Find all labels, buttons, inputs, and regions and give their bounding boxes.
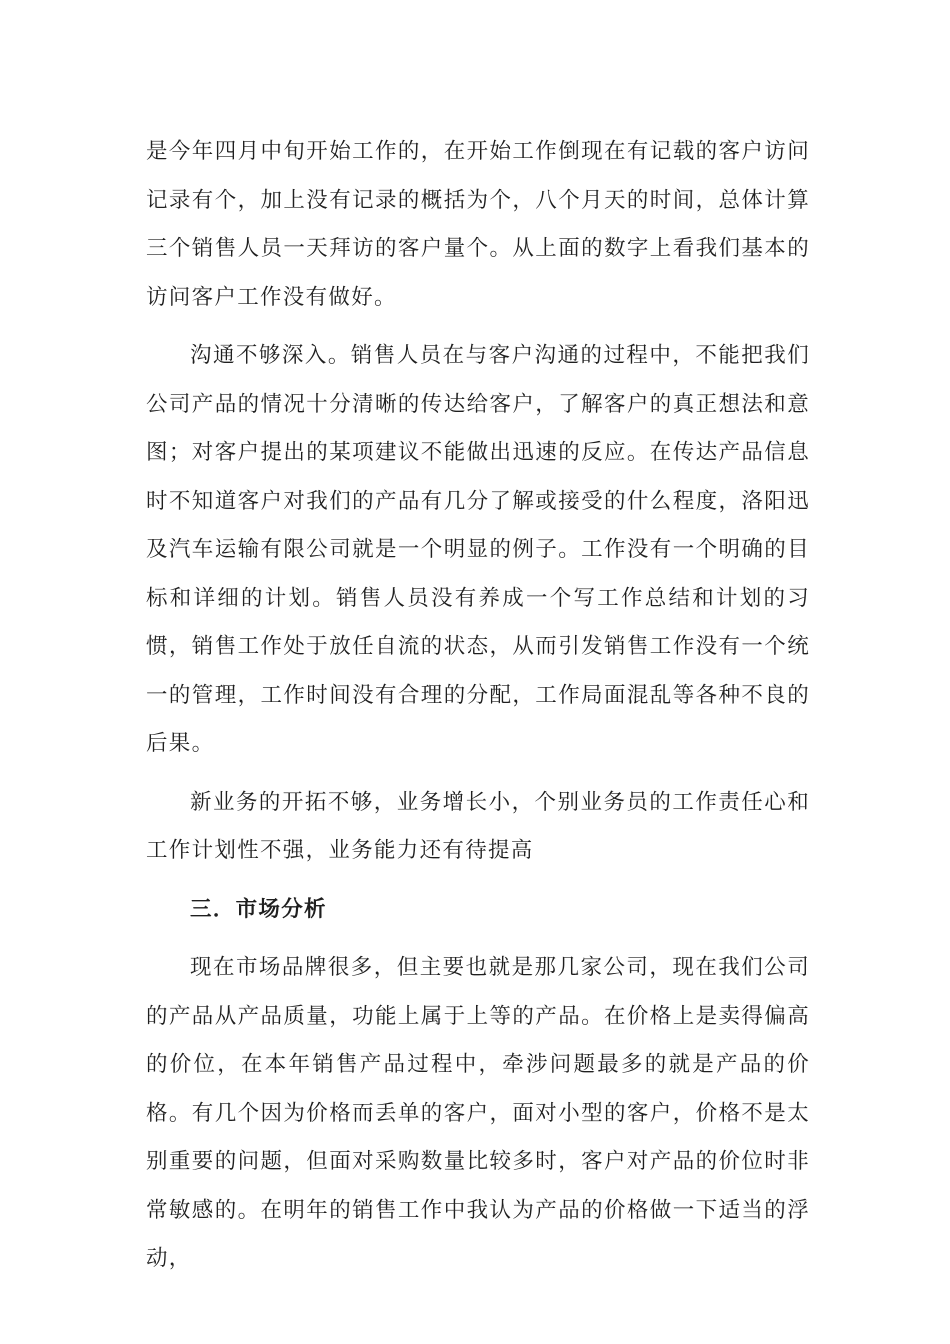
section-heading-market-analysis: 三．市场分析	[190, 896, 327, 922]
paragraph-new-business: 新业务的开拓不够，业务增长小，个别业务员的工作责任心和工作计划性不强，业务能力还有待提高	[146, 789, 810, 863]
paragraph-market: 现在市场品牌很多，但主要也就是那几家公司，现在我们公司的产品从产品质量，功能上属于上等的产品。在价格上是卖得偏高的价位，在本年销售产品过程中，牵涉问题最多的就是产品的价格。有几个因为价格而丢单的客户，面对小型的客户，价格不是太别重要的问题，但面对采购数量比较多时，客户对产品的价位时非常敏感的。在明年的销售工作中我认为产品的价格做一下适当的浮动，	[146, 955, 810, 1271]
paragraph-visit-records: 是今年四月中旬开始工作的，在开始工作倒现在有记载的客户访问记录有个，加上没有记录的概括为个，八个月天的时间，总体计算三个销售人员一天拜访的客户量个。从上面的数字上看我们基本的访问客户工作没有做好。	[146, 139, 810, 310]
paragraph-communication: 沟通不够深入。销售人员在与客户沟通的过程中，不能把我们公司产品的情况十分清晰的传达给客户，了解客户的真正想法和意图；对客户提出的某项建议不能做出迅速的反应。在传达产品信息时不知道客户对我们的产品有几分了解或接受的什么程度，洛阳迅及汽车运输有限公司就是一个明显的例子。工作没有一个明确的目标和详细的计划。销售人员没有养成一个写工作总结和计划的习惯，销售工作处于放任自流的状态，从而引发销售工作没有一个统一的管理，工作时间没有合理的分配，工作局面混乱等各种不良的后果。	[146, 343, 810, 756]
document-body	[146, 128, 810, 1294]
